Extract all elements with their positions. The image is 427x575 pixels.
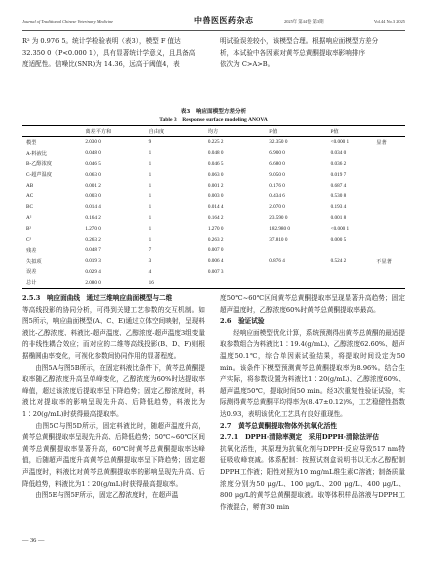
table-row (22, 202, 405, 213)
table-header-cell: 离差平方和 (85, 126, 148, 137)
table-cell: 0.000 5 (330, 236, 347, 243)
table-cell: 1 (148, 171, 152, 178)
text-line: 度适配性。信噪比(SNR)为 14.36，远高于阈值4，表 (22, 60, 180, 69)
table-cell: AB (26, 182, 34, 189)
table-cell: 0.014 4 (85, 204, 101, 211)
table-caption (22, 108, 405, 124)
table-row (22, 256, 405, 267)
table-cell: 37.810 0 (269, 236, 288, 243)
table-cell: 0.046 5 (85, 160, 101, 167)
table-row (22, 169, 405, 180)
table-row (22, 245, 405, 256)
table-header-cell: 自由度 (149, 126, 208, 137)
table-cell: <0.000 1 (330, 225, 350, 232)
table-cell: C-超声温度 (26, 172, 52, 179)
text-line: 析，本试验中各因素对黄芩总黄酮提取率影响排序 (220, 48, 366, 57)
issue-info: 2025年 第44卷 第3期 (284, 19, 324, 24)
table-caption-cn: 表3 响应面模型方差分析 (180, 109, 247, 115)
table-row (22, 148, 405, 159)
section-heading: 2.6 验证试验 (220, 317, 265, 326)
table-cell: 0.176 0 (269, 182, 285, 189)
table-cell (376, 223, 405, 234)
table-cell: 0.524 2 (330, 258, 347, 265)
table-cell: 2.070 0 (269, 204, 285, 211)
table-cell: 0.019 3 (85, 258, 101, 265)
table-cell (376, 191, 405, 202)
table-cell: 0.006 4 (207, 258, 224, 265)
table-cell: 9 (148, 139, 152, 146)
section-heading: 2.7.1 DPPH·清除率测定 采用DPPH·清除法评估 (220, 433, 379, 442)
table-cell (376, 213, 405, 224)
table-cell: 0.434 6 (269, 193, 285, 200)
table-cell (376, 148, 405, 159)
table-row (22, 137, 405, 148)
table-cell (269, 267, 330, 278)
body-paragraph: 经响应面模型优化计算，系统预测得出黄芩总黄酮的最适提取参数组合为料液比1∶19.4(g/mL)、乙醇浓度62.60%、超声温度50.1℃，综合单因素试验结果，将提取时间设定为50 min。该条件下模型预测黄芩总黄酮提取率为8.96%。结合生产实际，将参数设置为料液比1∶20(g/mL)、乙醇浓度60%、超声温度50℃，提取时间50 min。经3次重复性验证试验，实际测得黄芩总黄酮平均得率为(8.47±0.12)%，工艺稳健性指数达0.93，表明该优化工艺具有良好重现性。 (220, 328, 405, 418)
table-cell: 9.050 0 (269, 171, 285, 178)
table-cell: 0.048 0 (85, 150, 101, 157)
table-cell: 0.876 4 (269, 258, 285, 265)
table-cell (269, 277, 330, 288)
table-header-cell: P值 (331, 126, 377, 137)
volume-info: Vol.44 No.3 2025 (373, 19, 405, 24)
table-row (22, 191, 405, 202)
table-cell: BC (26, 204, 33, 211)
table-cell: 0.048 0 (207, 150, 224, 157)
table-cell: 残差 (26, 247, 37, 254)
table-cell: 4 (148, 268, 152, 275)
table-cell: 模型 (26, 139, 37, 146)
table-cell: 0.003 0 (85, 193, 101, 200)
table-cell: A² (26, 214, 32, 221)
table-cell: 2.080 0 (85, 277, 148, 288)
table-cell: 失拟项 (26, 258, 42, 265)
table-cell (376, 234, 405, 245)
table-cell (331, 245, 377, 256)
table-cell: 显著 (376, 139, 387, 146)
table-cell: 1 (148, 214, 152, 221)
table-row (22, 223, 405, 234)
table-row (22, 267, 405, 278)
table-cell: 0.029 4 (85, 268, 101, 275)
table-header-cell (376, 126, 405, 137)
table-header-cell: F值 (269, 126, 330, 137)
table-cell (376, 202, 405, 213)
table-cell: 1.270 0 (85, 225, 101, 232)
table-cell: 0.063 0 (85, 171, 101, 178)
section-heading: 2.7 黄芩总黄酮提取物体外抗氧化活性 (220, 421, 337, 430)
section-heading: 2.5.3 响应面曲线 通过三维响应曲面模型与二维 (22, 294, 173, 302)
text-line: 依次为 C>A>B。 (220, 60, 275, 69)
table-header-cell: 均方 (208, 126, 269, 137)
table-row (22, 159, 405, 170)
table-cell: 总计 (22, 277, 85, 288)
table-cell: 6.900 0 (269, 150, 285, 157)
table-cell: 0.164 2 (207, 214, 224, 221)
header-rule (22, 30, 405, 31)
top-left-paragraph (22, 36, 205, 71)
table-cell (376, 267, 405, 278)
page-number: — 36 — (22, 537, 45, 544)
running-header (22, 15, 405, 29)
text-line: 32.350 0（P<0.000 1），具有显著统计学意义，且具备高 (22, 48, 196, 57)
table-cell (376, 159, 405, 170)
table-row (22, 234, 405, 245)
table-cell: 1 (148, 225, 152, 232)
body-paragraph: 度50℃~60℃区间黄芩总黄酮提取率呈现显著升高趋势；固定超声温度时，乙醇浓度60%时黄芩总黄酮提取率最高。 (220, 294, 405, 314)
table-header-row (22, 126, 405, 137)
table-cell (376, 180, 405, 191)
table-cell: 1 (148, 160, 152, 167)
table-cell: 6.680 0 (269, 160, 285, 167)
right-body-column (220, 293, 405, 513)
table-cell: 0.001 8 (330, 214, 347, 221)
table-cell: 0.225 2 (207, 139, 224, 146)
table-cell: 不显著 (376, 258, 392, 265)
journal-logo: 中兽医医药杂志 (194, 16, 254, 25)
table-cell (376, 277, 405, 288)
table-cell: 0.263 2 (85, 236, 101, 243)
table-cell: B² (26, 225, 32, 232)
table-row (22, 277, 405, 288)
table-cell: 1 (148, 236, 152, 243)
table-cell (331, 267, 377, 278)
table-cell: 1 (148, 193, 152, 200)
left-body-column (22, 293, 205, 502)
text-line: 明试验误差较小，该模型合理。根据响应面模型方差分 (220, 37, 379, 45)
top-right-paragraph (220, 36, 405, 71)
table-cell: 1 (148, 182, 152, 189)
table-cell (376, 245, 405, 256)
table-cell: 0.193 4 (330, 204, 347, 211)
table-body (22, 137, 405, 289)
table-cell (331, 277, 377, 288)
table-cell: 7 (148, 247, 152, 254)
body-paragraph: 由图5C与图5D所示，固定料液比时，随超声温度升高，黄芩总黄酮提取率呈现先升高、后降低趋势；50℃~60℃区间黄芩总黄酮提取率显著升高，60℃时黄芩总黄酮提取率达峰值，后随超声温度升高黄芩总黄酮提取率呈下降趋势；固定超声温度时，料液比对黄芩总黄酮提取率的影响呈现先升高、后降低趋势，料液比为1∶20(g/mL)时获得最高提取率。 (22, 421, 205, 488)
table-cell (269, 245, 330, 256)
table-cell: 0.003 0 (207, 193, 224, 200)
table-cell: 0.063 0 (207, 171, 224, 178)
table-cell: 3 (148, 258, 152, 265)
table-cell: 0.530 8 (330, 193, 347, 200)
table-cell: 0.019 7 (330, 171, 347, 178)
table-cell: 0.164 2 (85, 214, 101, 221)
table-cell: 1.270 0 (207, 225, 224, 232)
table-cell (376, 169, 405, 180)
table-cell (208, 277, 269, 288)
table-row (22, 180, 405, 191)
table-cell: 2.030 0 (85, 139, 101, 146)
table-cell: 0.036 2 (330, 160, 347, 167)
table-cell: 182.980 0 (269, 225, 290, 232)
body-paragraph: 由图5E与图5F所示，固定乙醇浓度时，在超声温 (22, 491, 179, 500)
table-cell: 23.590 0 (269, 214, 288, 221)
body-paragraph: 抗氧化活性，其原理为抗氧化剂与DPPH·反应导致517 nm特征吸收峰衰减。体系配制：按照试剂盒说明书以无水乙醇配制DPPH工作液；阳性对照为10 mg/mL维生素C溶液；制备质量浓度分别为50 μg/L、100 μg/L、200 μg/L、400 μg/L、800 μg/L的黄芩总黄酮提取液。取等体积样品溶液与DPPH工作液混合，孵育30 min (220, 444, 405, 511)
table-caption-en: Table 3 Response surface modeling ANOVA (159, 117, 268, 123)
table-cell: 0.048 7 (85, 247, 101, 254)
table-cell: 1 (148, 150, 152, 157)
table-cell: 32.350 0 (269, 139, 288, 146)
table-cell: 1 (148, 204, 152, 211)
table-row (22, 213, 405, 224)
table-header-cell (22, 126, 85, 137)
table-cell: <0.000 1 (330, 139, 350, 146)
anova-table (22, 125, 405, 289)
table-cell: 0.001 2 (85, 182, 101, 189)
table-cell: B-乙醇浓度 (26, 161, 52, 168)
table-cell: AC (26, 193, 34, 200)
table-cell: 0.007 0 (207, 247, 224, 254)
table-cell: 0.263 2 (207, 236, 224, 243)
journal-name: Journal of Traditional Chinese Veterinary Medicine (22, 19, 114, 24)
body-paragraph: 由图5A与图5B所示，在固定料液比条件下，黄芩总黄酮提取率随乙醇浓度升高呈单峰变化，乙醇浓度为60%时达提取率峰值，超过该浓度后提取率呈下降趋势；固定乙醇浓度时，料液比对提取率的影响呈现先升高、后降低趋势，料液比为1∶20(g/mL)时获得最高提取率。 (22, 363, 205, 418)
table-cell: 16 (149, 277, 208, 288)
table-cell: 0.046 5 (207, 160, 224, 167)
table-cell: 0.014 4 (207, 204, 224, 211)
table-cell: 0.001 2 (207, 182, 224, 189)
table-cell: 0.007 3 (207, 268, 224, 275)
table-cell: C² (26, 236, 32, 243)
table-cell: 0.034 0 (330, 150, 347, 157)
body-paragraph: 等高线投影的协同分析，可得到关键工艺参数的交互机制。如图5所示，响应曲面模型(A、C、E)通过立体空间映射，呈现料液比-乙醇浓度、料液比-超声温度、乙醇浓度-超声温度3组变量的非线性耦合效应；而对应的二维等高线投影(B、D、F)则根据椭圆曲率变化，可视化参数间协同作用的显著程度。 (22, 305, 205, 360)
text-line: R² 为 0.976 5。统计学检验表明（表3），模型 F 值达 (22, 37, 181, 45)
table-cell: 误差 (26, 269, 37, 276)
table-cell: A-料液比 (26, 150, 48, 157)
table-cell: 0.687 4 (330, 182, 347, 189)
